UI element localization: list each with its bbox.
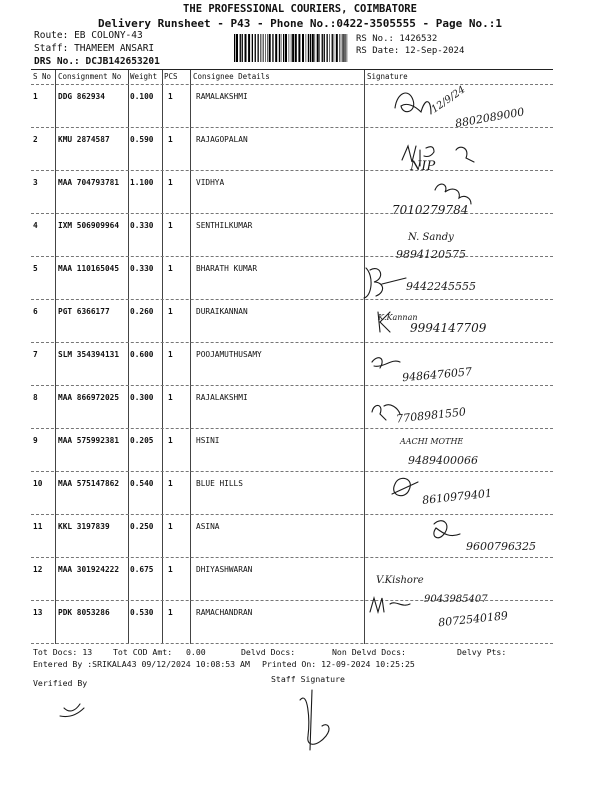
row-divider <box>31 385 553 386</box>
cell-consignee: DURAIKANNAN <box>196 307 248 316</box>
barcode-bar <box>269 34 271 62</box>
barcode-image <box>233 34 349 62</box>
cell-consignee: RAMACHANDRAN <box>196 608 253 617</box>
barcode-bar <box>289 34 290 62</box>
route-info <box>34 30 143 41</box>
barcode-bar <box>236 34 238 62</box>
barcode-bar <box>292 34 294 62</box>
barcode-bar <box>258 34 259 62</box>
row-divider <box>31 643 553 644</box>
col-header-pcs: PCS <box>164 72 178 81</box>
cell-weight: 1.100 <box>130 178 154 187</box>
cell-consignee: SENTHILKUMAR <box>196 221 253 230</box>
barcode-bar <box>263 34 264 62</box>
barcode-bar <box>279 34 280 62</box>
non-delvd-docs-label: Non Delvd Docs: <box>332 647 406 657</box>
cell-weight: 0.250 <box>130 522 154 531</box>
signature-scribble <box>372 405 400 420</box>
staff-signature-scribble <box>300 690 329 750</box>
cell-consignee: BHARATH KUMAR <box>196 264 258 273</box>
barcode-bar <box>283 34 284 62</box>
handwritten-name: V.Kishore <box>376 575 424 586</box>
cell-sno: 4 <box>33 221 38 230</box>
handwritten-name: K.Kannan <box>378 313 418 322</box>
barcode-bar <box>267 34 268 62</box>
handwritten-phone: 9486476057 <box>401 365 473 385</box>
cell-pcs: 1 <box>168 608 173 617</box>
row-divider <box>31 514 553 515</box>
cell-sno: 6 <box>33 307 38 316</box>
cell-sno: 1 <box>33 92 38 101</box>
cell-pcs: 1 <box>168 221 173 230</box>
col-header-sno: S No <box>33 72 52 81</box>
verified-by-label: Verified By <box>33 678 88 688</box>
barcode-bar <box>248 34 250 62</box>
cell-sno: 5 <box>33 264 38 273</box>
signature-scribble <box>434 521 460 538</box>
cell-pcs: 1 <box>168 307 173 316</box>
barcode-bar <box>252 34 253 62</box>
cell-consignee: DHIYASHWARAN <box>196 565 253 574</box>
delvd-docs-label: Delvd Docs: <box>241 647 296 657</box>
cell-consignment: PGT 6366177 <box>58 307 110 316</box>
cell-pcs: 1 <box>168 393 173 402</box>
cell-weight: 0.100 <box>130 92 154 101</box>
barcode-bar <box>332 34 333 62</box>
cell-weight: 0.300 <box>130 393 154 402</box>
row-divider <box>31 213 553 214</box>
tot-docs-value: 13 <box>82 647 93 657</box>
barcode-bar <box>260 34 261 62</box>
cell-sno: 8 <box>33 393 38 402</box>
drs-label: DRS No.: <box>34 56 80 67</box>
barcode-bar <box>308 34 309 62</box>
signature-scribble <box>364 268 406 298</box>
cell-consignee: POOJAMUTHUSAMY <box>196 350 262 359</box>
tot-docs-label: Tot Docs: <box>33 647 78 657</box>
barcode-bar <box>339 34 340 62</box>
signature-scribble <box>395 93 431 114</box>
document-subtitle: Delivery Runsheet - P43 - Phone No.:0422-3505555 - Page No.:1 <box>98 17 502 30</box>
signature-scribble <box>378 312 390 332</box>
totals-line <box>33 647 92 657</box>
barcode-bar <box>240 34 241 62</box>
cell-weight: 0.675 <box>130 565 154 574</box>
barcode-bar <box>302 34 304 62</box>
barcode-bar <box>347 34 348 62</box>
barcode-bar <box>281 34 282 62</box>
cell-sno: 12 <box>33 565 43 574</box>
handwritten-date: 12/9/24 <box>429 84 468 116</box>
cell-consignment: MAA 575147862 <box>58 479 120 488</box>
cell-sno: 13 <box>33 608 43 617</box>
barcode-bar <box>343 34 344 62</box>
barcode-bar <box>334 34 335 62</box>
delvy-pts-label: Delvy Pts: <box>457 647 507 657</box>
header-divider <box>31 84 553 85</box>
cell-weight: 0.260 <box>130 307 154 316</box>
cell-pcs: 1 <box>168 264 173 273</box>
handwritten-phone: 9600796325 <box>466 540 536 553</box>
handwritten-phone: 9442245555 <box>406 280 476 293</box>
handwritten-phone: 9043985407 <box>424 594 488 605</box>
handwritten-name: AACHI MOTHE <box>400 437 464 446</box>
staff-label: Staff: <box>34 43 69 54</box>
cell-sno: 3 <box>33 178 38 187</box>
cell-weight: 0.530 <box>130 608 154 617</box>
cell-weight: 0.330 <box>130 221 154 230</box>
barcode-bar <box>336 34 338 62</box>
cell-weight: 0.600 <box>130 350 154 359</box>
rs-date-info <box>356 46 464 56</box>
signature-scribble <box>392 478 418 495</box>
cell-consignment: MAA 866972025 <box>58 393 120 402</box>
cell-consignment: PDK 8053286 <box>58 608 110 617</box>
entered-by: Entered By :SRIKALA43 09/12/2024 10:08:53 AM <box>33 659 250 669</box>
cell-consignment: DDG 862934 <box>58 92 105 101</box>
cell-consignment: IXM 506909964 <box>58 221 120 230</box>
barcode-bar <box>255 34 256 62</box>
rs-no-label: RS No.: <box>356 34 394 44</box>
barcode-bar <box>345 34 346 62</box>
cell-consignment: KMU 2874587 <box>58 135 110 144</box>
cell-weight: 0.205 <box>130 436 154 445</box>
cell-consignee: BLUE HILLS <box>196 479 243 488</box>
rs-date-label: RS Date: <box>356 46 400 56</box>
barcode-bar <box>262 34 263 62</box>
verified-by-scribble <box>60 704 84 717</box>
barcode-bar <box>242 34 243 62</box>
barcode-bar <box>245 34 247 62</box>
col-header-signature: Signature <box>367 72 408 81</box>
barcode-bar <box>322 34 323 62</box>
signature-scribble <box>435 184 471 204</box>
barcode-bar <box>329 34 330 62</box>
cell-pcs: 1 <box>168 135 173 144</box>
barcode-bar <box>295 34 297 62</box>
handwritten-name: N. Sandy <box>408 232 454 243</box>
table-top-border <box>31 69 553 70</box>
rs-no-value: 1426532 <box>399 34 438 44</box>
cell-weight: 0.540 <box>130 479 154 488</box>
barcode-bar <box>275 34 277 62</box>
cell-consignment: MAA 704793781 <box>58 178 120 187</box>
barcode-bar <box>324 34 325 62</box>
col-header-consignment: Consignment No <box>58 72 122 81</box>
handwritten-phone: 9489400066 <box>408 454 478 467</box>
row-divider <box>31 428 553 429</box>
row-divider <box>31 127 553 128</box>
handwritten-phone: 8610979401 <box>421 486 493 507</box>
cell-sno: 10 <box>33 479 43 488</box>
cell-consignee: RAJAGOPALAN <box>196 135 248 144</box>
handwritten-phone: 9894120575 <box>396 248 466 261</box>
cell-sno: 2 <box>33 135 38 144</box>
rs-date-value: 12-Sep-2024 <box>404 46 465 56</box>
row-divider <box>31 471 553 472</box>
signature-scribble <box>402 146 474 166</box>
col-header-weight: Weight <box>130 72 158 81</box>
barcode-bar <box>298 34 300 62</box>
cell-consignment: MAA 110165045 <box>58 264 120 273</box>
printed-on: Printed On: 12-09-2024 10:25:25 <box>262 659 415 669</box>
cell-consignment: SLM 354394131 <box>58 350 120 359</box>
handwritten-phone: 8072540189 <box>437 609 509 630</box>
row-divider <box>31 557 553 558</box>
handwritten-phone: 7708981550 <box>395 405 467 426</box>
tot-cod-info <box>113 647 172 657</box>
staff-signature-label: Staff Signature <box>271 674 345 684</box>
route-value: EB COLONY-43 <box>74 30 143 41</box>
cell-consignee: HSINI <box>196 436 220 445</box>
cell-pcs: 1 <box>168 92 173 101</box>
drs-info <box>34 56 160 67</box>
barcode-bar <box>310 34 311 62</box>
handwritten-note: NIP <box>410 159 436 174</box>
signature-scribble <box>372 358 400 368</box>
cell-consignee: VIDHYA <box>196 178 225 187</box>
cell-pcs: 1 <box>168 479 173 488</box>
barcode-bar <box>265 34 266 62</box>
cell-weight: 0.590 <box>130 135 154 144</box>
cell-pcs: 1 <box>168 350 173 359</box>
cell-consignee: ASINA <box>196 522 220 531</box>
handwritten-phone: 9994147709 <box>410 321 487 335</box>
staff-info <box>34 43 154 54</box>
barcode-bar <box>312 34 314 62</box>
barcode-bar <box>234 34 235 62</box>
cell-pcs: 1 <box>168 436 173 445</box>
barcode-bar <box>306 34 307 62</box>
handwritten-phone: 8802089000 <box>454 105 526 131</box>
route-label: Route: <box>34 30 69 41</box>
barcode-bar <box>341 34 342 62</box>
cell-consignee: RAJALAKSHMI <box>196 393 248 402</box>
cell-consignee: RAMALAKSHMI <box>196 92 248 101</box>
col-header-consignee: Consignee Details <box>193 72 270 81</box>
row-divider <box>31 256 553 257</box>
barcode-bar <box>291 34 292 62</box>
barcode-bar <box>285 34 287 62</box>
row-divider <box>31 600 553 601</box>
row-divider <box>31 170 553 171</box>
tot-cod-label: Tot COD Amt: <box>113 647 173 657</box>
cell-sno: 9 <box>33 436 38 445</box>
cell-pcs: 1 <box>168 565 173 574</box>
barcode-bar <box>317 34 319 62</box>
barcode-bar <box>342 34 343 62</box>
handwritten-phone: 7010279784 <box>392 203 469 217</box>
cell-pcs: 1 <box>168 522 173 531</box>
document-title: THE PROFESSIONAL COURIERS, COIMBATORE <box>183 3 417 15</box>
cell-sno: 7 <box>33 350 38 359</box>
row-divider <box>31 299 553 300</box>
cell-consignment: MAA 575992381 <box>58 436 120 445</box>
rs-no-info <box>356 34 437 44</box>
cell-pcs: 1 <box>168 178 173 187</box>
cell-sno: 11 <box>33 522 43 531</box>
barcode-bar <box>315 34 316 62</box>
barcode-bar <box>319 34 320 62</box>
staff-value: THAMEEM ANSARI <box>74 43 155 54</box>
tot-cod-value: 0.00 <box>186 647 206 657</box>
barcode-bar <box>272 34 273 62</box>
cell-consignment: KKL 3197839 <box>58 522 110 531</box>
cell-consignment: MAA 301924222 <box>58 565 120 574</box>
barcode-bar <box>327 34 328 62</box>
cell-weight: 0.330 <box>130 264 154 273</box>
row-divider <box>31 342 553 343</box>
drs-value: DCJB142653201 <box>85 56 160 67</box>
